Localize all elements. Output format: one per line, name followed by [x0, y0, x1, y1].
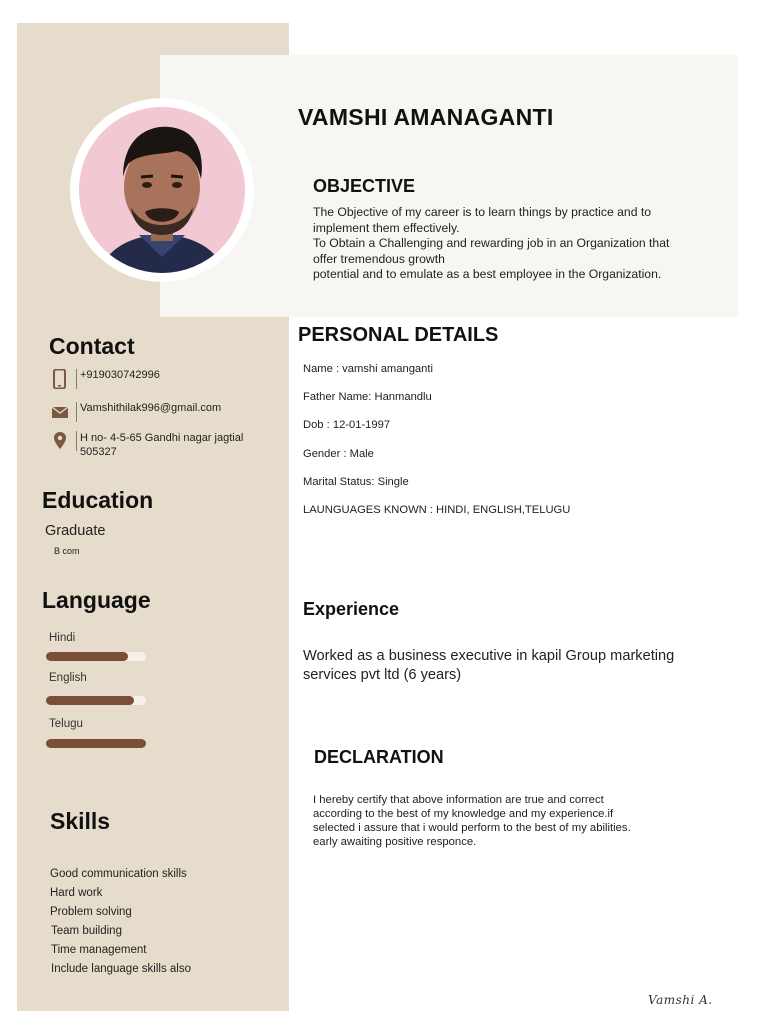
objective-line: implement them effectively.	[313, 220, 460, 235]
language-bar-fill	[46, 652, 128, 661]
declaration-line: I hereby certify that above information are true and correct	[313, 794, 604, 806]
contact-address	[51, 431, 243, 459]
detail-name: Name : vamshi amanganti	[303, 363, 433, 375]
language-bar-fill	[46, 739, 146, 748]
skills-heading: Skills	[50, 808, 111, 834]
language-bar-hindi	[46, 652, 146, 661]
skill-item: Good communication skills	[50, 868, 187, 880]
declaration-line: selected i assure that i would perform to the best of my abilities.	[313, 822, 631, 834]
language-label: English	[49, 672, 87, 684]
candidate-name: VAMSHI AMANAGANTI	[298, 104, 554, 130]
declaration-line: early awaiting positive responce.	[313, 836, 477, 848]
detail-languages-known: LAUNGUAGES KNOWN : HINDI, ENGLISH,TELUGU	[303, 504, 571, 516]
skill-item: Time management	[51, 944, 147, 956]
declaration-text	[313, 793, 631, 849]
declaration-line: according to the best of my knowledge and my experience.if	[313, 808, 614, 820]
location-icon	[51, 431, 69, 451]
profile-photo	[79, 107, 245, 273]
personal-details-heading: PERSONAL DETAILS	[298, 324, 499, 346]
objective-line: To Obtain a Challenging and rewarding job in an Organization that	[313, 236, 670, 250]
skill-item: Problem solving	[50, 906, 132, 918]
education-course: B com	[54, 546, 80, 556]
experience-text	[303, 647, 753, 685]
education-heading: Education	[42, 487, 154, 513]
experience-heading: Experience	[303, 599, 400, 619]
address-line: H no- 4-5-65 Gandhi nagar jagtial	[80, 432, 244, 444]
contact-separator	[76, 369, 77, 389]
skill-item: Include language skills also	[51, 963, 192, 975]
detail-father-name: Father Name: Hanmandlu	[303, 391, 432, 403]
phone-number: +919030742996	[80, 369, 160, 381]
language-label: Hindi	[49, 632, 76, 644]
contact-phone	[51, 369, 160, 389]
language-heading: Language	[42, 587, 151, 613]
objective-heading: OBJECTIVE	[313, 176, 416, 196]
objective-text	[313, 205, 738, 283]
language-label: Telugu	[49, 718, 83, 730]
detail-dob: Dob : 12-01-1997	[303, 419, 391, 431]
experience-line: services pvt ltd (6 years)	[303, 667, 462, 683]
contact-separator	[76, 402, 77, 422]
contact-email	[51, 402, 221, 422]
detail-marital-status: Marital Status: Single	[303, 476, 409, 488]
phone-icon	[51, 369, 69, 389]
skills-list	[50, 865, 191, 979]
declaration-heading: DECLARATION	[314, 747, 444, 767]
experience-line: Worked as a business executive in kapil Group marketing	[303, 648, 675, 664]
objective-line: offer tremendous growth	[313, 251, 445, 266]
skill-item: Team building	[51, 925, 122, 937]
email-address: Vamshithilak996@gmail.com	[80, 402, 222, 414]
objective-line: The Objective of my career is to learn things by practice and to	[313, 205, 652, 219]
contact-separator	[76, 431, 77, 451]
language-bar-fill	[46, 696, 134, 705]
signature: Vamshi A.	[648, 993, 713, 1007]
language-bar-telugu	[46, 739, 146, 748]
address-text	[80, 431, 243, 459]
skill-item: Hard work	[50, 887, 103, 899]
address-line: 505327	[80, 446, 117, 458]
language-bar-english	[46, 696, 146, 705]
detail-gender: Gender : Male	[303, 448, 374, 460]
objective-line: potential and to emulate as a best employee in the Organization.	[313, 267, 662, 281]
education-degree: Graduate	[45, 523, 106, 539]
email-icon	[51, 402, 69, 422]
contact-heading: Contact	[49, 333, 135, 359]
